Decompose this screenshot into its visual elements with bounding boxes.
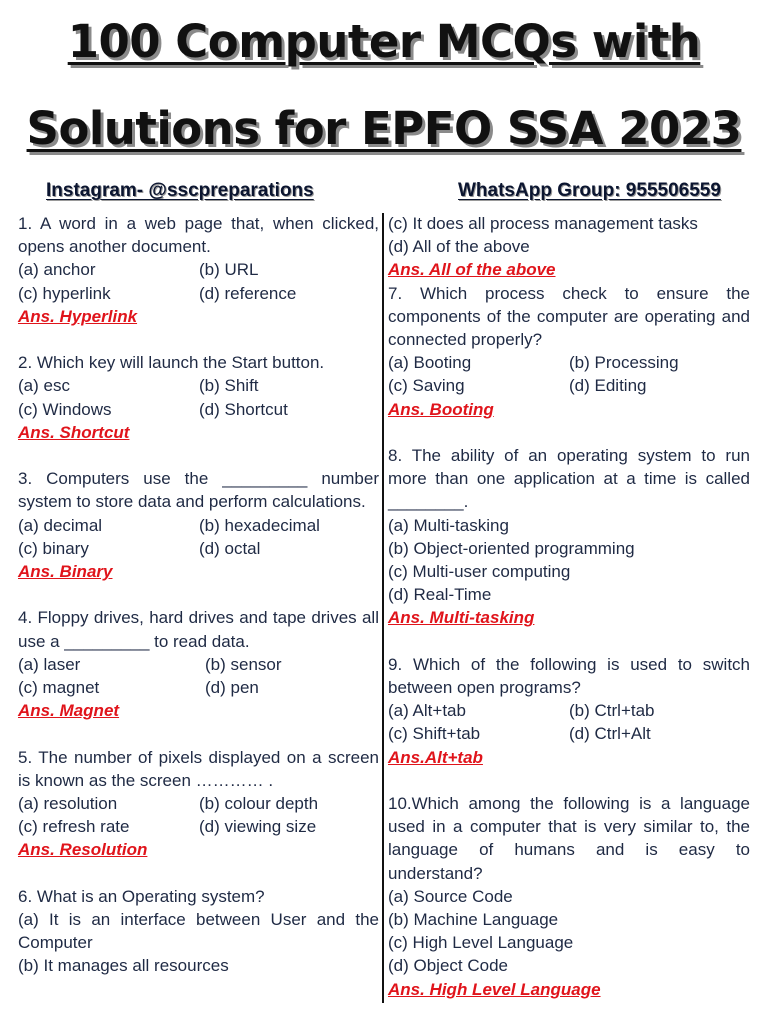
question-text: 9. Which of the following is used to switch between open programs? [388,654,750,698]
option-b: (b) It manages all resources [18,956,229,976]
question-text: 6. What is an Operating system? [18,886,265,906]
option-a: (a) Booting [388,353,472,373]
question-1 [18,212,379,328]
answer: Ans. Booting [388,399,494,419]
option-b: (b) Processing [569,353,679,373]
option-c: (c) It does all process management tasks [388,214,698,233]
page-title-line-1: 100 Computer MCQs with [67,15,701,68]
question-2 [18,351,379,444]
option-a: (a) It is an interface between User and the Computer [18,910,379,953]
question-text: 3. Computers use the _________ number system to store data and perform calculations. [18,469,379,512]
answer: Ans. Binary [18,562,113,582]
right-column [388,212,750,1001]
option-a: (a) resolution [18,794,118,814]
option-c: (c) binary [18,538,89,558]
option-a: (a) Alt+tab [388,701,466,721]
option-b: (b) Object-oriented programming [388,538,635,558]
option-c: (c) Windows [18,399,112,419]
option-d: (d) All of the above [388,237,530,257]
question-10 [388,792,750,1001]
column-divider [382,213,384,1003]
whatsapp-group: WhatsApp Group: 955506559 [458,180,721,201]
option-c: (c) Shift+tab [388,724,481,744]
option-a: (a) esc [18,376,70,396]
answer: Ans.Alt+tab [388,747,483,767]
option-a: (a) Multi-tasking [388,515,509,535]
answer: Ans. Multi-tasking [388,608,535,628]
question-9 [388,653,750,769]
option-b: (b) hexadecimal [199,515,320,535]
answer: Ans. Resolution [18,840,148,860]
option-a: (a) laser [18,654,81,674]
instagram-handle: Instagram- @sscpreparations [46,180,314,201]
option-d: (d) Ctrl+Alt [569,724,651,744]
option-c: (c) Multi-user computing [388,562,571,582]
question-text: 10.Which among the following is a language used in a computer that is very similar to, the language of humans and is easy to understand? [388,794,750,883]
option-d: (d) Shortcut [199,399,288,419]
option-d: (d) pen [205,678,259,698]
option-a: (a) anchor [18,260,96,280]
question-text: 7. Which process check to ensure the components of the computer are operating and connected properly? [388,283,750,350]
answer: Ans. Shortcut [18,422,130,442]
option-d: (d) Editing [569,376,647,396]
option-d: (d) viewing size [199,817,317,837]
option-c: (c) High Level Language [388,933,574,953]
option-d: (d) octal [199,538,261,558]
option-b: (b) Ctrl+tab [569,701,655,721]
option-c: (c) hyperlink [18,283,111,303]
option-d: (d) Object Code [388,956,508,976]
option-b: (b) URL [199,260,259,280]
option-c: (c) refresh rate [18,817,130,837]
question-5 [18,746,379,862]
question-text: 1. A word in a web page that, when clicked, opens another document. [18,214,379,257]
option-a: (a) Source Code [388,886,513,906]
answer: Ans. Magnet [18,701,120,721]
answer: Ans. High Level Language [388,979,601,999]
left-column [18,212,379,978]
option-b: (b) Machine Language [388,910,559,930]
question-6 [18,885,379,978]
question-6-continued [388,212,750,282]
question-text: 5. The number of pixels displayed on a screen is known as the screen ………… . [18,747,379,790]
answer: Ans. Hyperlink [18,306,138,326]
page-title-line-2: Solutions for EPFO SSA 2023 [26,102,742,155]
question-3 [18,467,379,583]
question-text: 4. Floppy drives, hard drives and tape drives all use a _________ to read data. [18,608,379,651]
question-8 [388,444,750,630]
option-b: (b) Shift [199,376,259,396]
question-text: 2. Which key will launch the Start button. [18,353,325,373]
option-d: (d) Real-Time [388,585,492,605]
question-7 [388,282,750,421]
option-c: (c) magnet [18,678,100,698]
option-c: (c) Saving [388,376,465,396]
option-b: (b) colour depth [199,794,319,814]
question-text: 8. The ability of an operating system to run more than one application at a time is called ________. [388,446,750,512]
question-4 [18,606,379,722]
answer: Ans. All of the above [388,260,556,280]
option-a: (a) decimal [18,515,103,535]
option-d: (d) reference [199,283,297,303]
option-b: (b) sensor [205,654,282,674]
